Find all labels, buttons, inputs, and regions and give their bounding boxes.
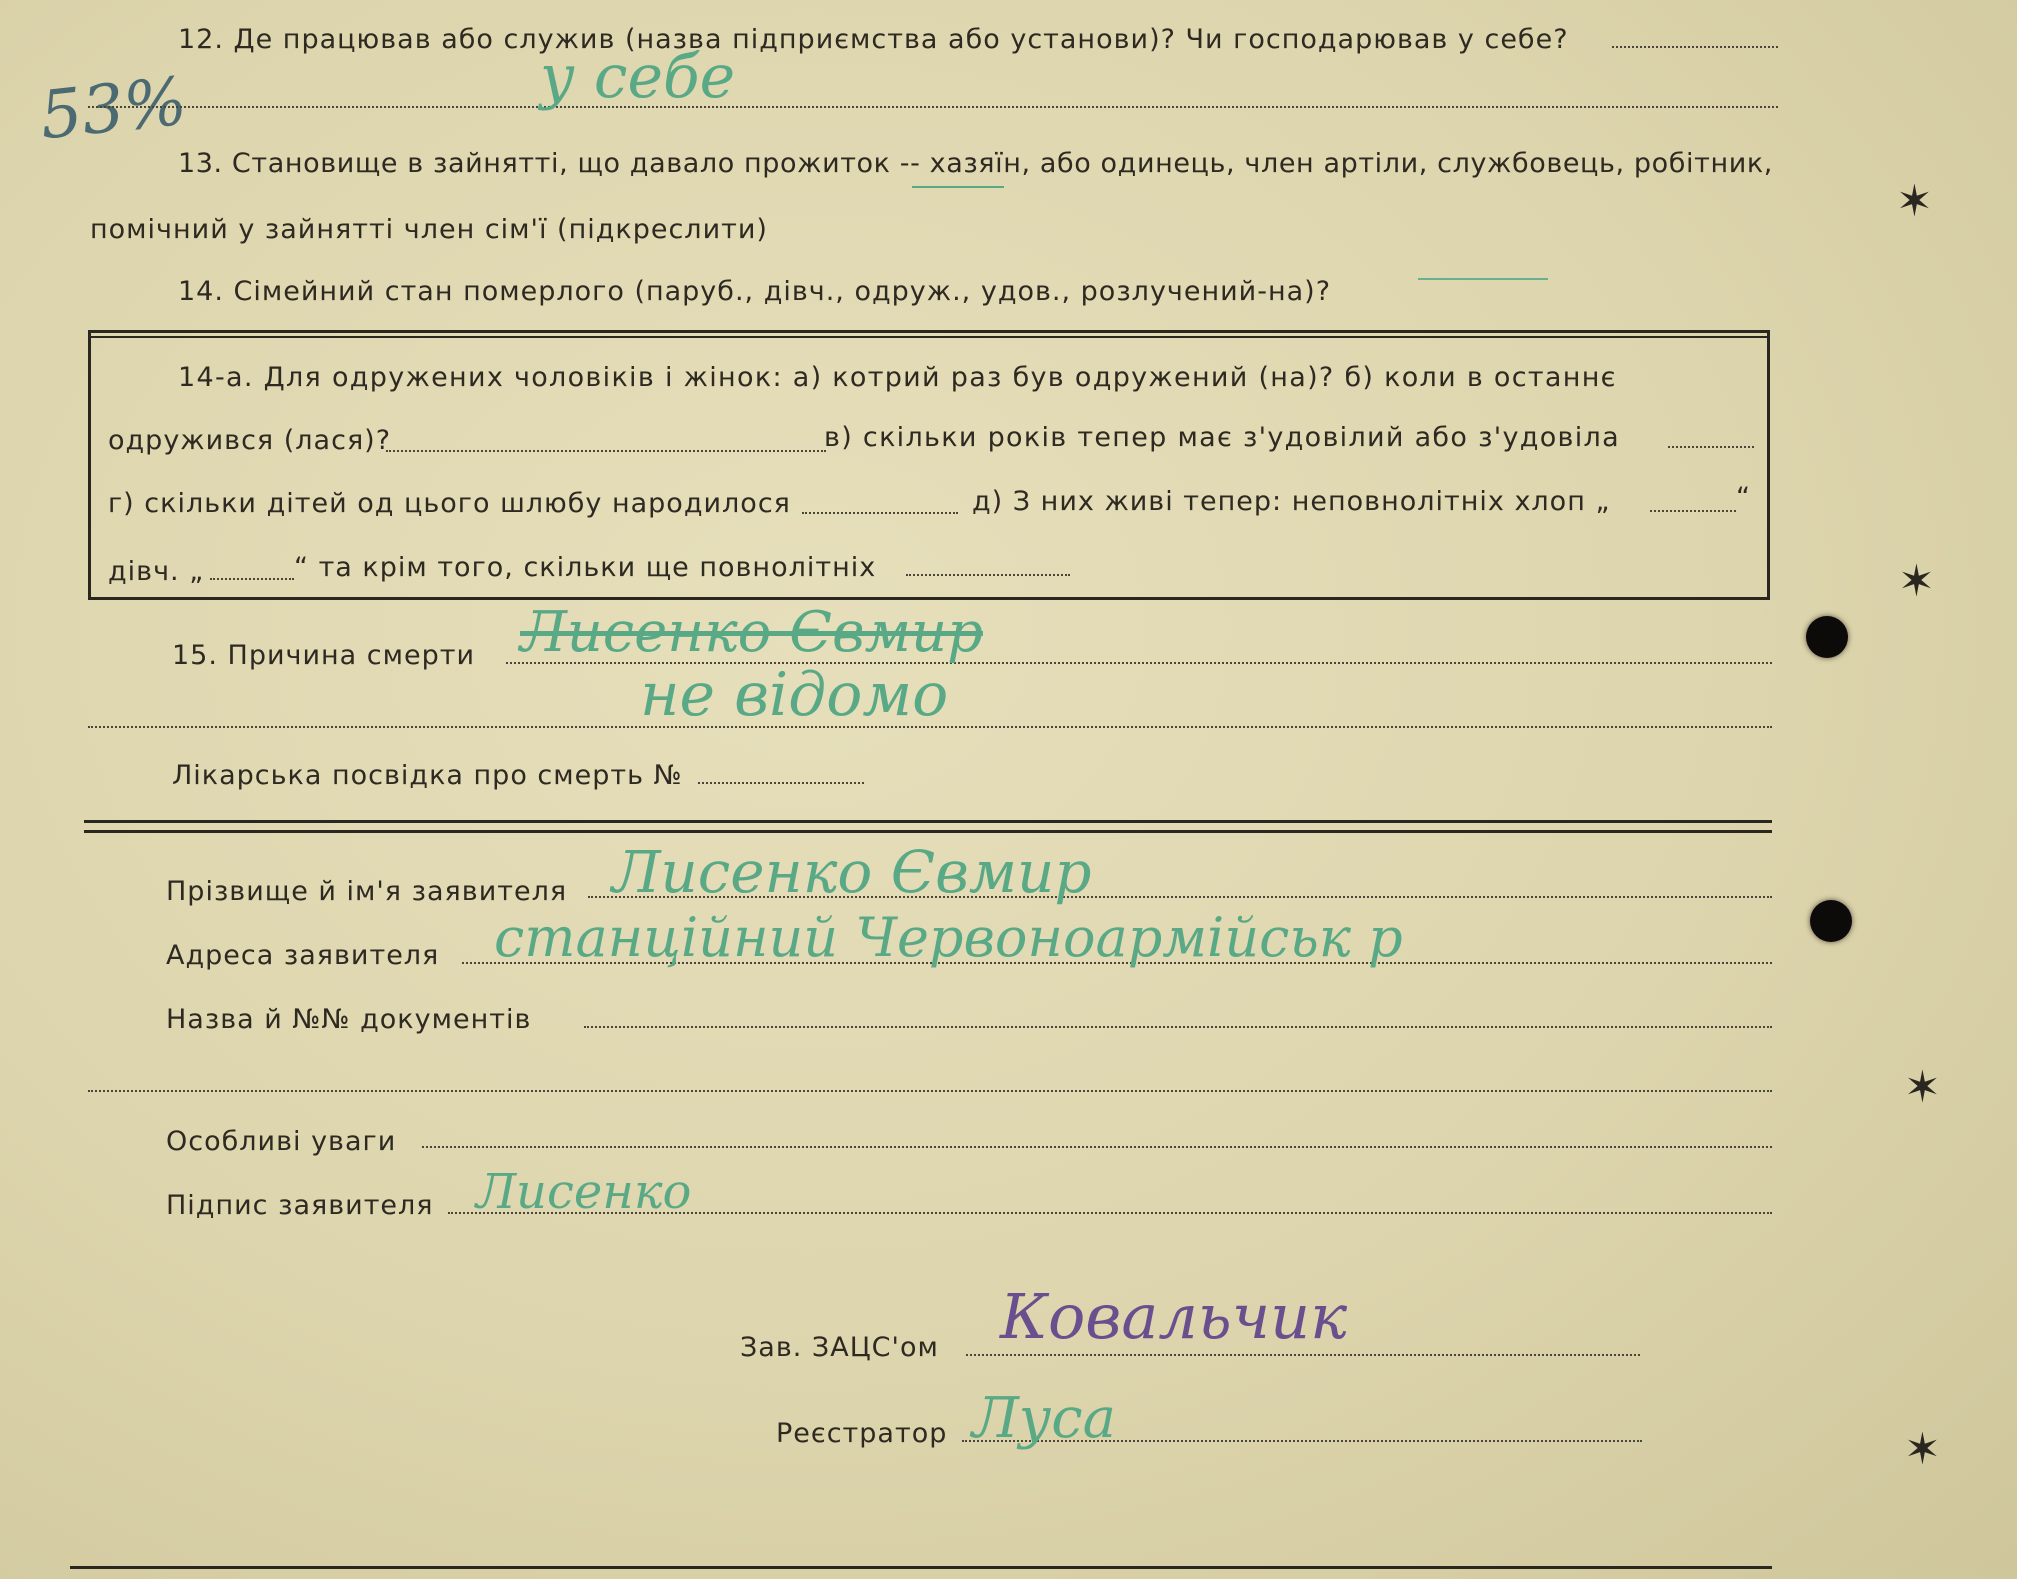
torn-mark-icon: ✶ xyxy=(1904,1424,1941,1475)
registry-head-label: Зав. ЗАЦС'ом xyxy=(740,1332,939,1363)
q13-underline-mark xyxy=(912,186,1004,188)
q14a-adults-line xyxy=(906,574,1070,576)
registry-head-signature: Ковальчик xyxy=(1000,1280,1348,1353)
q14-answer-dash xyxy=(1418,278,1548,280)
q13-line1: 13. Становище в зайнятті, що давало прожиток -- хазяїн, або одинець, член артіли, службовець, робітник, xyxy=(178,148,1773,179)
applicant-signature-label: Підпис заявителя xyxy=(166,1190,434,1221)
registrar-signature: Луса xyxy=(972,1386,1116,1451)
q12-answer: у себе xyxy=(540,42,736,112)
section-divider-top xyxy=(84,820,1772,823)
applicant-name-value: Лисенко Євмир xyxy=(612,838,1092,906)
q15-label: 15. Причина смерти xyxy=(172,640,476,671)
q14a-children-born-line xyxy=(802,512,958,514)
q14a-line3c: “ xyxy=(1736,482,1751,513)
registry-head-line xyxy=(966,1354,1640,1356)
medical-certificate-label: Лікарська посвідка про смерть № xyxy=(172,760,683,791)
q14a-box-top-rule xyxy=(88,336,1770,338)
q14a-minor-girls-line xyxy=(210,578,294,580)
special-notes-label: Особливі уваги xyxy=(166,1126,397,1157)
q15-struck-answer: Лисенко Євмир xyxy=(520,600,983,665)
applicant-signature: Лисенко xyxy=(476,1164,692,1220)
q13-line2: помічний у зайнятті член сім'ї (підкреслити) xyxy=(90,214,768,245)
q14a-line3a: г) скільки дітей од цього шлюбу народилося xyxy=(108,488,791,519)
q14a-line1: 14-а. Для одружених чоловіків і жінок: а) котрий раз був одружений (на)? б) коли в останнє xyxy=(178,362,1617,393)
q14a-married-when-line xyxy=(386,450,826,452)
q14a-line3b: д) З них живі тепер: неповнолітніх хлоп „ xyxy=(972,486,1611,517)
q14-label: 14. Сімейний стан померлого (паруб., дівч., одруж., удов., розлучений-на)? xyxy=(178,276,1332,307)
q12-answer-line xyxy=(88,106,1778,108)
documents-label: Назва й №№ документів xyxy=(166,1004,532,1035)
q14a-line4a: дівч. „ xyxy=(108,556,205,587)
applicant-name-label: Прізвище й ім'я заявителя xyxy=(166,876,568,907)
documents-line xyxy=(584,1026,1772,1028)
q14a-line4b: “ та крім того, скільки ще повнолітніх xyxy=(294,552,877,583)
torn-mark-icon: ✶ xyxy=(1898,556,1935,607)
applicant-address-label: Адреса заявителя xyxy=(166,940,440,971)
q15-answer: не відомо xyxy=(640,660,949,730)
q14a-line2a: одружився (лася)? xyxy=(108,425,392,456)
punch-hole-lower xyxy=(1810,900,1852,942)
page-bottom-rule xyxy=(70,1566,1772,1569)
registrar-label: Реєстратор xyxy=(776,1418,948,1449)
torn-mark-icon: ✶ xyxy=(1896,176,1933,227)
medical-certificate-line xyxy=(698,782,864,784)
torn-mark-icon: ✶ xyxy=(1904,1062,1941,1113)
q15-answer-line-2 xyxy=(88,726,1772,728)
q14a-years-widowed-line xyxy=(1668,446,1754,448)
margin-note: 53% xyxy=(36,62,191,155)
special-notes-line xyxy=(422,1146,1772,1148)
q14a-minor-boys-line xyxy=(1650,510,1736,512)
q14a-line2b: в) скільки років тепер має з'удовілий або з'удовіла xyxy=(824,422,1620,453)
q12-label: 12. Де працював або служив (назва підприємства або установи)? Чи господарював у себе? xyxy=(178,24,1569,55)
documents-line-2 xyxy=(88,1090,1772,1092)
q12-dotted-line xyxy=(1612,46,1778,48)
applicant-address-value: станційний Червоноармійськ р xyxy=(494,906,1403,969)
section-divider-bottom xyxy=(84,830,1772,833)
punch-hole-upper xyxy=(1806,616,1848,658)
